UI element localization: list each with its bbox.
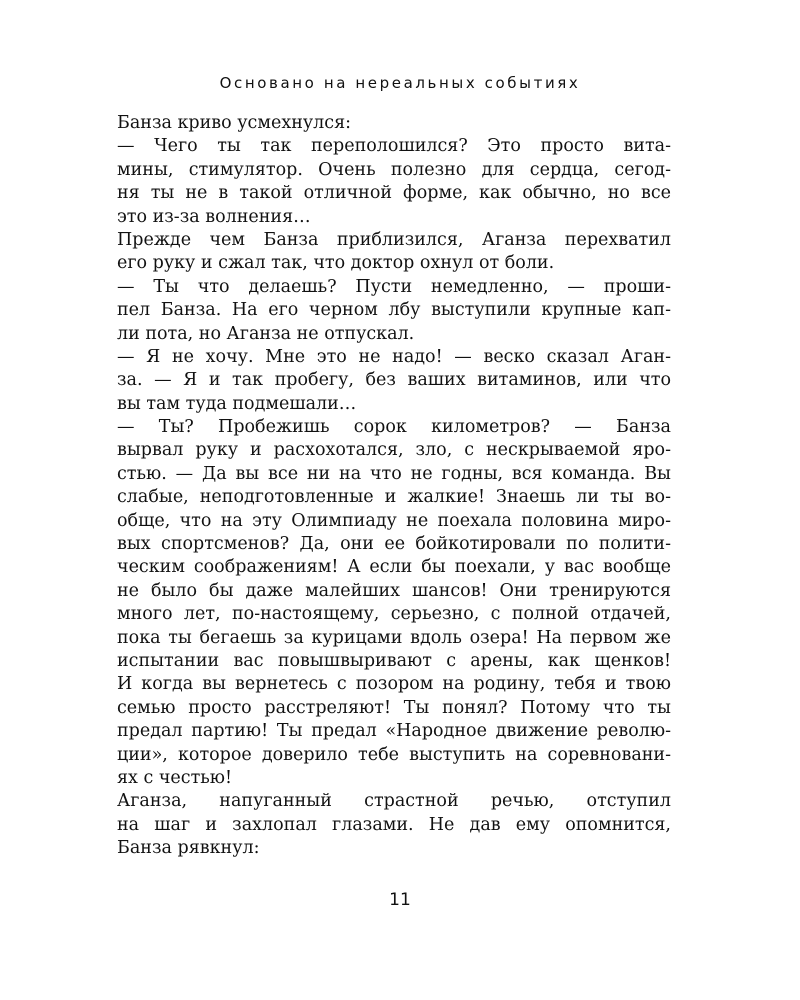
- text-line: это из-за волнения…: [117, 206, 311, 227]
- text-line: — Ты? Пробежишь сорок километров? — Банза: [117, 417, 671, 438]
- text-line: вырвал руку и расхохотался, зло, с нескрываемой яро-: [117, 440, 671, 461]
- text-line: вы там туда подмешали…: [117, 393, 357, 414]
- text-line: — Ты что делаешь? Пусти немедленно, — проши-: [117, 276, 671, 297]
- text-line: Банза криво усмехнулся:: [117, 113, 352, 133]
- text-line: Аганза, напуганный страстной речью, отступил: [117, 791, 671, 812]
- text-line: ня ты не в такой отличной форме, как обычно, но все: [117, 183, 671, 204]
- text-line: — Я не хочу. Мне это не надо! — веско сказал Аган-: [117, 346, 671, 367]
- text-line: — Чего ты так переполошился? Это просто вита-: [117, 136, 671, 157]
- body-text: [117, 112, 671, 861]
- text-line: предал партию! Ты предал «Народное движение револю-: [117, 721, 671, 742]
- text-line: Банза рявкнул:: [117, 838, 260, 859]
- text-line: пел Банза. На его черном лбу выступили крупные кап-: [117, 300, 671, 321]
- text-line: обще, что на эту Олимпиаду не поехала половина миро-: [117, 510, 671, 531]
- text-line: ции», которое доверило тебе выступить на соревновани-: [117, 744, 671, 765]
- text-line: на шаг и захлопал глазами. Не дав ему опомнится,: [117, 814, 671, 835]
- text-line: стью. — Да вы все ни на что не годны, вся команда. Вы: [117, 463, 671, 484]
- text-line: не было бы даже малейших шансов! Они тренируются: [117, 580, 671, 601]
- text-line: семью просто расстреляют! Ты понял? Потому что ты: [117, 697, 671, 718]
- text-line: мины, стимулятор. Очень полезно для сердца, сегод-: [117, 159, 671, 180]
- text-line: слабые, неподготовленные и жалкие! Знаешь ли ты во-: [117, 487, 671, 508]
- text-line: испытании вас повышвыривают с арены, как щенков!: [117, 650, 671, 671]
- page-number: 11: [389, 890, 411, 910]
- text-line: за. — Я и так пробегу, без ваших витаминов, или что: [117, 370, 671, 391]
- text-line: ли пота, но Аганза не отпускал.: [117, 323, 415, 344]
- text-line: его руку и сжал так, что доктор охнул от боли.: [117, 253, 555, 274]
- text-line: ях с честью!: [117, 767, 233, 788]
- text-line: ческим соображениям! А если бы поехали, у вас вообще: [117, 557, 671, 578]
- text-line: И когда вы вернетесь с позором на родину, тебя и твою: [117, 674, 671, 695]
- running-header: Основано на нереальных событиях: [219, 74, 581, 92]
- text-line: много лет, по-настоящему, серьезно, с полной отдачей,: [117, 604, 671, 625]
- text-line: Прежде чем Банза приблизился, Аганза перехватил: [117, 229, 671, 250]
- text-line: пока ты бегаешь за курицами вдоль озера! На первом же: [117, 627, 671, 648]
- text-line: вых спортсменов? Да, они ее бойкотировали по полити-: [117, 534, 671, 555]
